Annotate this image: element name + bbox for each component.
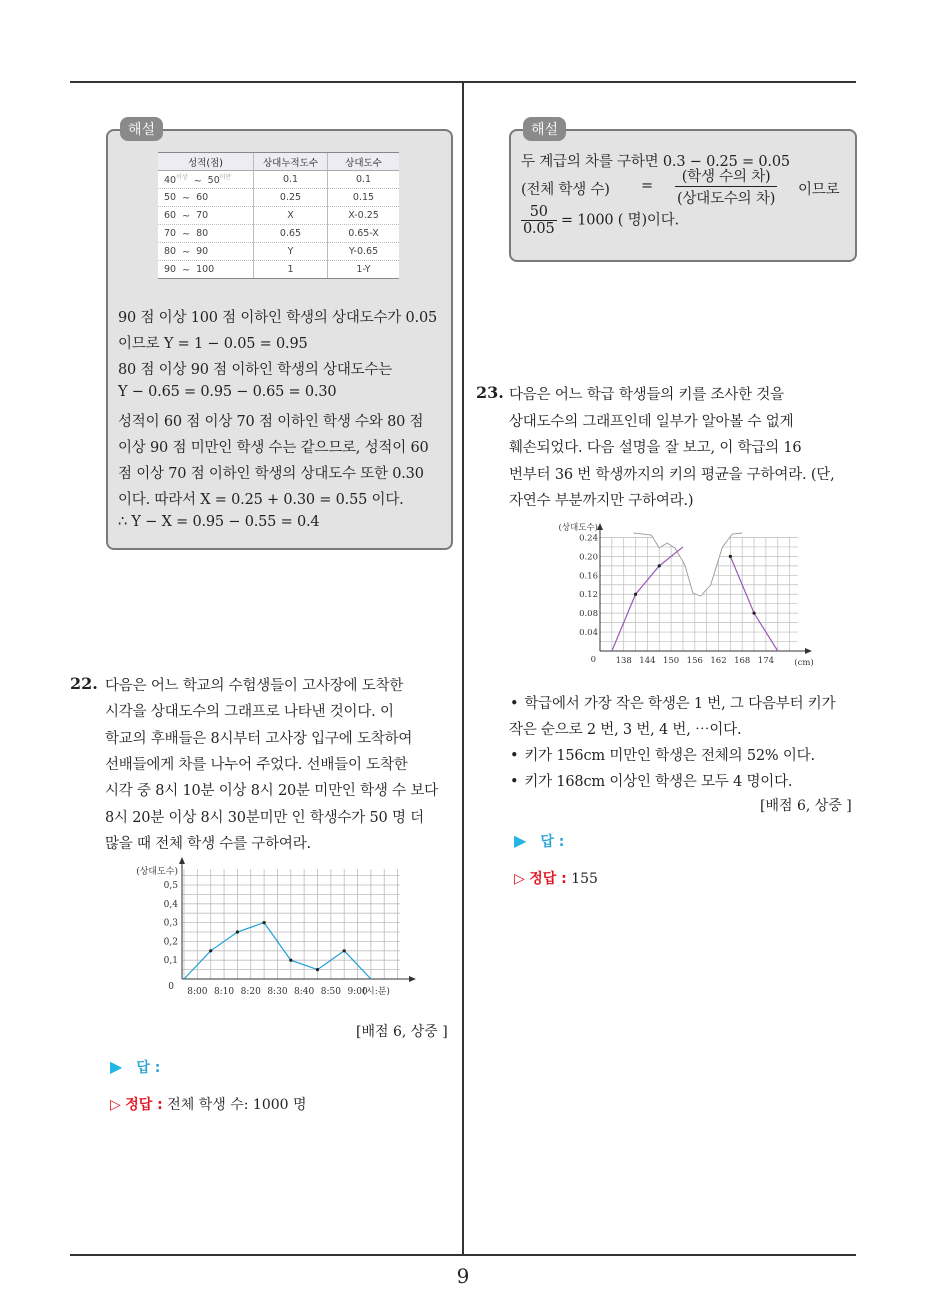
- x-tick-label: 138: [615, 656, 632, 666]
- condition-item: [510, 770, 792, 791]
- play-triangle-icon: ▶: [110, 1057, 123, 1076]
- condition-text: 키가 156cm 미만인 학생은 전체의 52% 이다.: [524, 748, 815, 764]
- relative-cell: X-0.25: [328, 207, 400, 225]
- correct-label: 정답 :: [125, 1097, 163, 1113]
- equation-fraction-2: [521, 204, 679, 237]
- x-tick-label: 156: [686, 656, 703, 666]
- condition-text: 키가 168cm 이상인 학생은 모두 4 명이다.: [524, 774, 793, 790]
- relative-cell: Y-0.65: [328, 243, 400, 261]
- triangle-outline-icon: ▷: [514, 871, 525, 887]
- range-high: 60: [196, 192, 209, 204]
- data-point: [209, 949, 212, 952]
- range-low: 80: [164, 246, 177, 258]
- relative-cell: 0.15: [328, 189, 400, 207]
- correct-value: 전체 학생 수: 1000 명: [167, 1097, 307, 1113]
- bullet-dot-icon: •: [510, 774, 519, 790]
- answer-label: 답 :: [136, 1060, 161, 1076]
- y-tick-label: 0.24: [579, 533, 598, 544]
- range-separator: ~: [182, 228, 191, 240]
- condition-item: [509, 718, 741, 739]
- data-point: [658, 564, 661, 567]
- score-label: [배점 6, 상중 ]: [356, 1024, 448, 1040]
- range-low: 60: [164, 210, 177, 222]
- table-row: [158, 171, 399, 189]
- table-row: [158, 225, 399, 243]
- y-tick-label: 0,5: [163, 881, 178, 891]
- cumulative-cell: 0.25: [254, 189, 328, 207]
- range-low-qualifier: 이상: [176, 174, 188, 182]
- data-point: [752, 612, 755, 615]
- score-label: [배점 6, 상중 ]: [760, 798, 852, 814]
- grade-table-body: [158, 171, 399, 279]
- cumulative-cell: 0.1: [254, 171, 328, 189]
- x-tick-label: 162: [710, 656, 727, 666]
- y-tick-label: 0.20: [579, 552, 598, 563]
- data-point: [634, 593, 637, 596]
- explanation-line: 두 계급의 차를 구하면 0.3 − 0.25 = 0.05: [521, 154, 790, 170]
- y-tick-label: 0,3: [163, 918, 178, 929]
- question-line: 시각을 상대도수의 그래프로 나타낸 것이다. 이: [105, 704, 394, 721]
- explanation-badge: 해설: [120, 117, 163, 141]
- x-tick-label: 8:30: [267, 987, 288, 997]
- data-point: [729, 555, 732, 558]
- range-high: 50: [207, 175, 220, 187]
- y-tick-label: 0.04: [579, 628, 598, 639]
- x-tick-label: 9:00: [347, 987, 368, 997]
- range-cell: [158, 225, 254, 243]
- range-cell: [158, 243, 254, 261]
- range-high: 70: [196, 210, 209, 222]
- x-tick-label: 174: [757, 656, 775, 666]
- equation-fraction: [675, 165, 777, 208]
- question-line: 번부터 36 번 학생까지의 키의 평균을 구하여라. (단,: [509, 466, 835, 483]
- question-number: 22.: [70, 674, 98, 693]
- range-low: 50: [164, 192, 177, 204]
- y-axis-label: (상대도수): [558, 523, 598, 533]
- range-separator: ~: [182, 246, 191, 258]
- column-divider: [462, 82, 464, 1256]
- question-line: 8시 20분 이상 8시 30분미만 인 학생수가 50 명 더: [105, 809, 424, 826]
- equation-right: 이므로: [798, 182, 840, 198]
- answer-prompt: [110, 1057, 160, 1077]
- condition-item: [510, 692, 835, 713]
- table-header: 상대도수: [328, 153, 400, 171]
- table-header: 상대누적도수: [254, 153, 328, 171]
- x-axis-label: (시:분): [362, 987, 390, 997]
- explanation-line: 성적이 60 점 이상 70 점 이하인 학생 수와 80 점: [118, 414, 424, 430]
- question-line: 다음은 어느 학급 학생들의 키를 조사한 것을: [509, 387, 784, 403]
- data-point: [236, 930, 239, 933]
- question-line: 학교의 후배들은 8시부터 고사장 입구에 도착하여: [105, 730, 413, 747]
- correct-answer: [110, 1094, 307, 1114]
- question-line: 훼손되었다. 다음 설명을 잘 보고, 이 학급의 16: [509, 440, 802, 456]
- range-separator: ~: [182, 192, 191, 204]
- x-tick-label: 144: [639, 656, 656, 666]
- range-separator: ~: [193, 175, 202, 187]
- range-high: 100: [196, 264, 215, 276]
- cumulative-cell: 0.65: [254, 225, 328, 243]
- x-tick-label: 168: [734, 656, 751, 666]
- x-axis-label: (cm): [794, 658, 814, 668]
- play-triangle-icon: ▶: [514, 831, 527, 850]
- explanation-line: Y − 0.65 = 0.95 − 0.65 = 0.30: [118, 384, 337, 400]
- answer-label: 답 :: [540, 834, 565, 850]
- range-high-qualifier: 미만: [219, 174, 232, 182]
- y-tick-label: 0,2: [163, 937, 178, 948]
- condition-text: 학급에서 가장 작은 학생은 1 번, 그 다음부터 키가: [524, 696, 836, 712]
- explanation-line: ∴ Y − X = 0.95 − 0.55 = 0.4: [118, 514, 320, 530]
- y-axis-label: (상대도수): [136, 867, 178, 877]
- correct-label: 정답 :: [529, 871, 567, 887]
- table-row: [158, 261, 399, 279]
- relative-cell: 1-Y: [328, 261, 400, 279]
- origin-label: 0: [590, 655, 596, 665]
- explanation-line: 이므로 Y = 1 − 0.05 = 0.95: [118, 336, 308, 352]
- range-high: 80: [196, 228, 209, 240]
- x-tick-label: 8:10: [213, 987, 235, 997]
- question-line: 다음은 어느 학교의 수험생들이 고사장에 도착한: [105, 678, 404, 694]
- range-separator: ~: [182, 210, 191, 222]
- y-tick-label: 0.16: [579, 571, 598, 582]
- condition-text: 작은 순으로 2 번, 3 번, 4 번, ⋯이다.: [509, 722, 742, 738]
- fraction-denominator: 0.05: [523, 221, 555, 237]
- fraction-numerator: 50: [521, 204, 557, 221]
- arrival-time-chart: [128, 860, 448, 1000]
- explanation-line: 80 점 이상 90 점 이하인 학생의 상대도수는: [118, 362, 393, 378]
- x-axis-arrow-icon: [805, 648, 812, 654]
- question-line: 자연수 부분까지만 구하여라.): [509, 493, 694, 509]
- grade-table: [158, 152, 399, 279]
- y-tick-label: 0,4: [163, 899, 178, 910]
- fraction-numerator: (학생 수의 차): [675, 165, 777, 187]
- range-cell: [158, 261, 254, 279]
- explanation-line: 점 이상 70 점 이하인 학생의 상대도수 또한 0.30: [118, 466, 424, 482]
- question-line: 선배들에게 차를 나누어 주었다. 선배들이 도착한: [105, 756, 408, 773]
- range-high: 90: [196, 246, 209, 258]
- x-tick-label: 8:00: [187, 987, 208, 997]
- equation-result: = 1000 ( 명)이다.: [560, 212, 679, 229]
- equation-sign: =: [641, 178, 653, 194]
- range-cell: [158, 171, 254, 189]
- range-low: 40: [164, 175, 177, 187]
- x-tick-label: 8:20: [240, 987, 261, 997]
- x-axis-arrow-icon: [409, 976, 416, 982]
- condition-item: [510, 744, 815, 765]
- explanation-line: 이다. 따라서 X = 0.25 + 0.30 = 0.55 이다.: [118, 492, 404, 508]
- x-tick-label: 150: [662, 656, 680, 666]
- explanation-line: 이상 90 점 미만인 학생 수는 같으므로, 성적이 60: [118, 440, 429, 456]
- y-tick-label: 0.08: [579, 609, 598, 620]
- cumulative-cell: X: [254, 207, 328, 225]
- question-line: 시각 중 8시 10분 이상 8시 20분 미만인 학생 수 보다: [105, 783, 438, 800]
- table-header: 성적(점): [158, 153, 254, 171]
- range-cell: [158, 189, 254, 207]
- explanation-line: 90 점 이상 100 점 이하인 학생의 상대도수가 0.05: [118, 310, 437, 326]
- question-line: 상대도수의 그래프인데 일부가 알아볼 수 없게: [509, 413, 794, 430]
- relative-cell: 0.65-X: [328, 225, 400, 243]
- range-cell: [158, 207, 254, 225]
- y-axis-arrow-icon: [179, 857, 185, 864]
- answer-prompt: [514, 831, 564, 851]
- question-line: 많을 때 전체 학생 수를 구하여라.: [105, 835, 311, 852]
- bullet-dot-icon: •: [510, 748, 519, 764]
- correct-value: 155: [571, 871, 598, 887]
- triangle-outline-icon: ▷: [110, 1097, 121, 1113]
- fraction-denominator: (상대도수의 차): [677, 191, 776, 207]
- data-point: [289, 959, 292, 962]
- range-separator: ~: [182, 264, 191, 276]
- table-row: [158, 189, 399, 207]
- bullet-dot-icon: •: [510, 696, 519, 712]
- height-chart: [542, 520, 832, 670]
- data-point: [316, 968, 319, 971]
- table-row: [158, 207, 399, 225]
- relative-cell: 0.1: [328, 171, 400, 189]
- correct-answer: [514, 868, 598, 888]
- page-number: 9: [456, 1264, 470, 1288]
- bottom-rule: [70, 1254, 856, 1256]
- equation-left: (전체 학생 수): [521, 182, 610, 198]
- explanation-badge: 해설: [523, 117, 566, 141]
- y-tick-label: 0,1: [163, 956, 178, 967]
- cumulative-cell: 1: [254, 261, 328, 279]
- cumulative-cell: Y: [254, 243, 328, 261]
- x-tick-label: 8:40: [294, 987, 315, 997]
- y-tick-label: 0.12: [579, 590, 598, 601]
- origin-label: 0: [168, 982, 174, 992]
- x-tick-label: 8:50: [320, 987, 341, 997]
- table-row: [158, 243, 399, 261]
- question-number: 23.: [476, 383, 504, 402]
- range-low: 70: [164, 228, 177, 240]
- data-point: [263, 921, 266, 924]
- data-point: [343, 949, 346, 952]
- range-low: 90: [164, 264, 177, 276]
